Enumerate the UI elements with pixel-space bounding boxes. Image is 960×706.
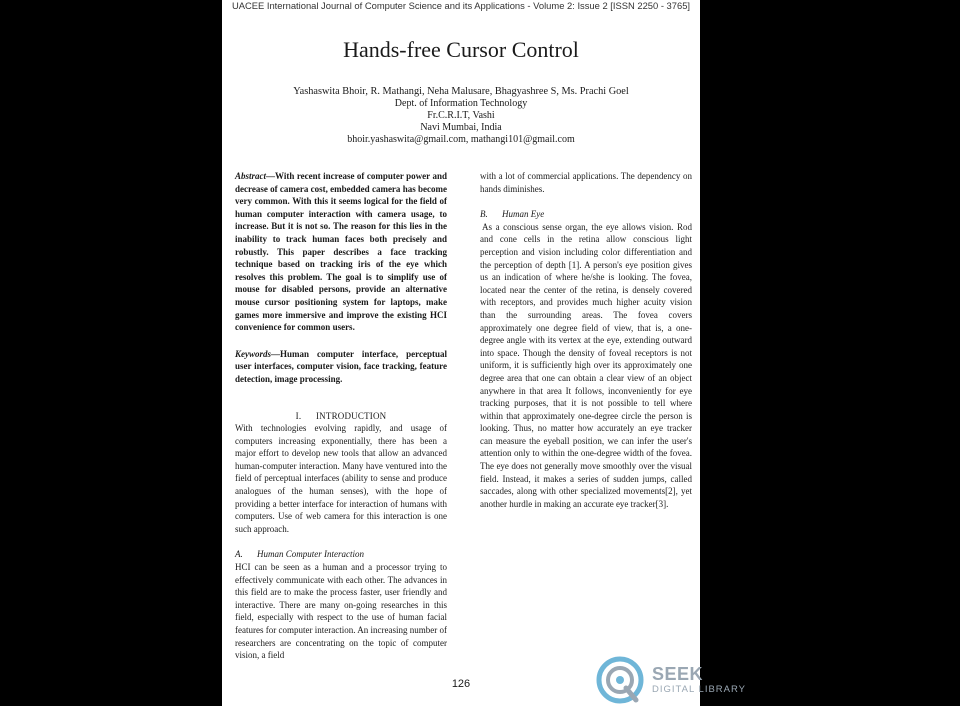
left-column <box>235 170 447 662</box>
hci-text: HCI can be seen as a human and a processor trying to effectively communicate with each other. The advances in this field are to make the process faster, user friendly and interactive. There are many on-going researches in this field, especially with respect to the use of human facial features for computer interaction. An increasing number of researchers are concentrating on the topic of computer vision, a field <box>235 562 447 661</box>
keywords <box>235 348 447 386</box>
subsection-title: Human Eye <box>502 209 545 220</box>
subsection-heading-human-eye <box>480 208 692 221</box>
running-head: UACEE International Journal of Computer Science and its Applications - Volume 2: Issue 2 [ISSN 2250 - 3765] <box>231 0 691 11</box>
author-names: Yashaswita Bhoir, R. Mathangi, Neha Malusare, Bhagyashree S, Ms. Prachi Goel <box>293 86 629 97</box>
paper-page <box>222 0 700 706</box>
subsection-number: B. <box>480 209 488 220</box>
abstract-text: —With recent increase of computer power and decrease of camera cost, embedded camera has become very common. With this it seems logical for the field of human computer interaction with camera usage, to increase. But it is not so. The reason for this lies in the inability to track human faces both precisely and robustly. This paper describes a face tracking technique based on tracking iris of the eye which resolves this problem. The goal is to simplify use of mouse for disabled persons, provide an alternative mouse cursor positioning system for laptops, make games more immersive and improve the existing HCI convenience for common users. <box>235 171 447 333</box>
introduction-text: With technologies evolving rapidly, and usage of computers increasing exponentially, there has been a major effort to develop new tools that allow an advanced human-computer interaction. Many have ventured into the field of perceptual interfaces (ability to sense and produce analogues of the human senses), with the hope of providing a better interface for interaction of humans with computers. Use of web camera for this interaction is one such approach. <box>235 423 447 534</box>
seek-watermark[interactable] <box>596 656 747 704</box>
section-heading-introduction: I. INTRODUCTION <box>295 410 387 421</box>
subsection-number: A. <box>235 549 243 560</box>
human-eye-text: As a conscious sense organ, the eye allows vision. Rod and cone cells in the retina allow conscious light perception and vision including color differentiation and the perception of depth [1]. A person's eye position gives us an indication of where he/she is looking. The fovea, located near the center of the retina, is densely covered with receptors, and provides much higher acuity vision than the surrounding areas. The fovea covers approximately one degree field of view, that is, a one-degree angle with its vertex at the eye, extending outward into space. Though the density of foveal receptors is not uniform, it is sufficiently high over its approximately one degree area that one can obtain a clear view of an object anywhere in that area It follows, inconveniently for eye tracking purposes, that it is not possible to tell where within that approximately one-degree circle the person is looking. Thus, no matter how accurately an eye tracker can measure the eyeball position, we can infer the user's attention only to within the one-degree width of the fovea. The eye does not generally move smoothly over the visual field. Instead, it makes a series of sudden jumps, called saccades, along with other specialized movements[2], yet another hurdle in making an accurate eye tracker[3]. <box>480 221 692 509</box>
seek-brand-text: SEEK <box>652 664 704 684</box>
seek-sub-text: DIGITAL LIBRARY <box>652 684 747 695</box>
abstract-label: Abstract <box>235 171 267 181</box>
seek-logo-icon <box>596 656 644 704</box>
affiliation-dept: Dept. of Information Technology <box>394 98 528 109</box>
right-column <box>480 170 692 510</box>
affiliation-institute: Fr.C.R.I.T, Vashi <box>427 110 495 121</box>
abstract <box>235 170 447 334</box>
keywords-text: —Human computer interface, perceptual user interfaces, computer vision, face tracking, feature detection, image processing. <box>235 348 447 384</box>
continuation-text: with a lot of commercial applications. The dependency on hands diminishes. <box>480 171 692 194</box>
author-block <box>222 86 700 146</box>
subsection-title: Human Computer Interaction <box>257 549 364 560</box>
subsection-heading-hci <box>235 548 447 561</box>
author-emails: bhoir.yashaswita@gmail.com, mathangi101@gmail.com <box>347 134 575 145</box>
keywords-label: Keywords <box>235 348 271 359</box>
affiliation-city: Navi Mumbai, India <box>420 122 502 133</box>
paper-title: Hands-free Cursor Control <box>343 37 579 62</box>
page-number: 126 <box>451 678 471 690</box>
